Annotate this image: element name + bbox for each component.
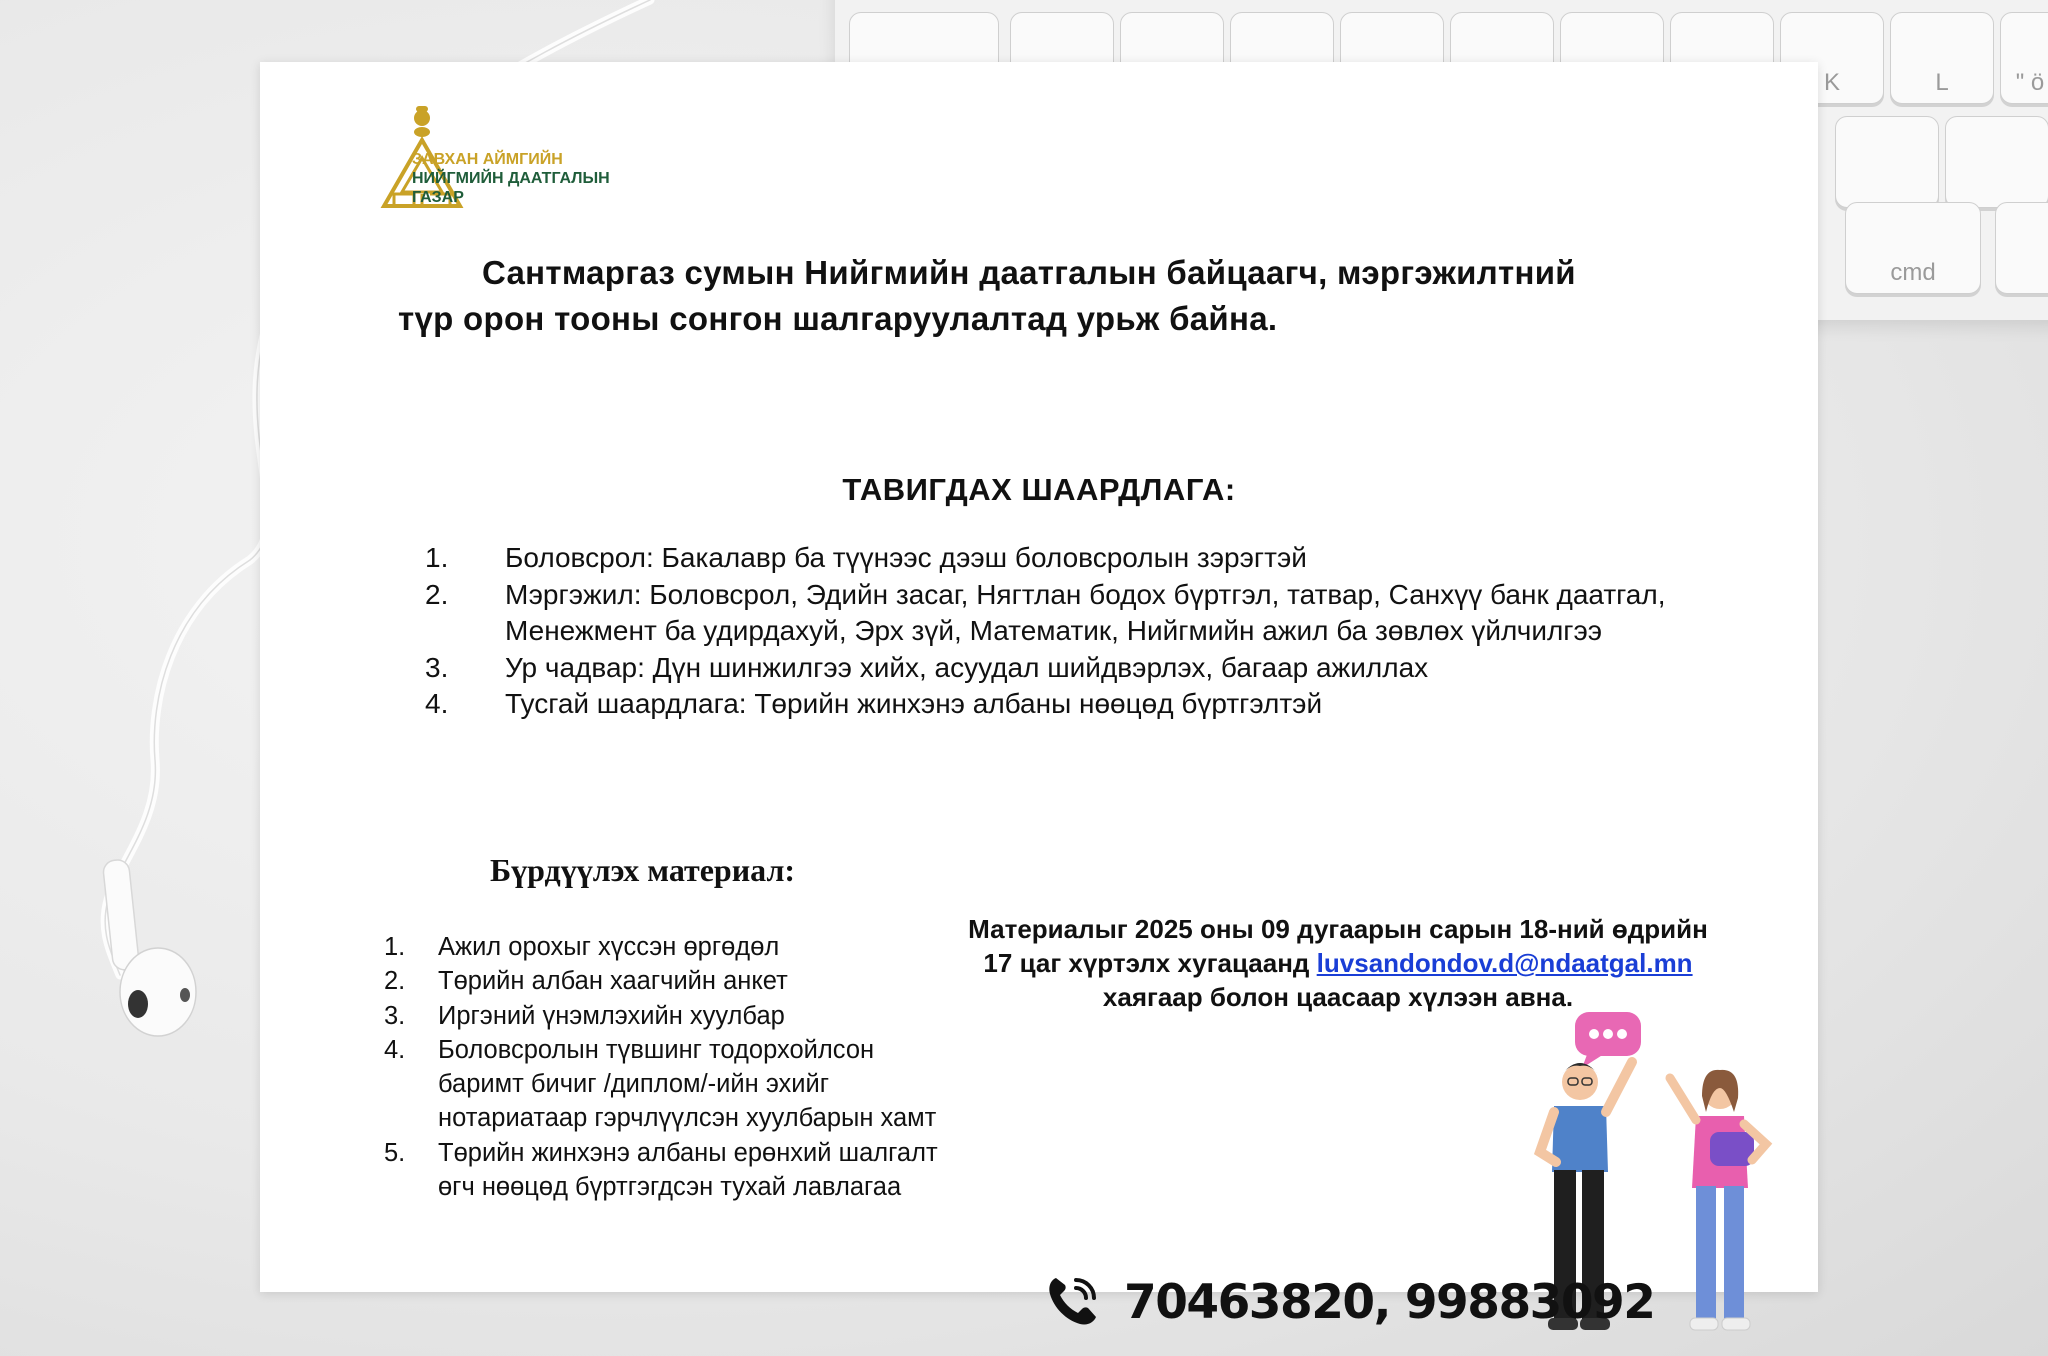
item-text: Мэргэжил: Боловсрол, Эдийн засаг, Нягтлан бодох бүртгэл, татвар, Санхүү банк даатгал, Менежмент ба удирдахуй, Эрх зүй, Математик, Нийгмийн ажил ба зөвлөх үйлчилгээ: [505, 578, 1666, 646]
logo-line-3: ГАЗАР: [412, 189, 464, 206]
list-item: [384, 999, 954, 1033]
list-item: [384, 1033, 954, 1136]
item-text: Иргэний үнэмлэхийн хуулбар: [438, 1001, 785, 1030]
keyboard-key: L: [1890, 12, 1994, 104]
materials-heading: Бүрдүүлэх материал:: [490, 852, 796, 888]
item-number: 1.: [425, 542, 449, 573]
item-text: Тусгай шаардлага: Төрийн жинхэнэ албаны нөөцөд бүртгэлтэй: [505, 688, 1323, 719]
item-number: 3.: [425, 651, 449, 683]
keyboard-key: cmd: [1845, 202, 1981, 294]
keyboard-key: [1945, 116, 2048, 208]
item-number: 4.: [384, 1035, 406, 1064]
list-item: [425, 540, 1755, 577]
org-logo-text: [412, 150, 610, 207]
keyboard-key: " ö: [2000, 12, 2048, 104]
list-item: [384, 930, 954, 964]
list-item: [384, 1136, 954, 1205]
item-number: 2.: [384, 967, 406, 996]
requirements-heading: ТАВИГДАХ ШААРДЛАГА:: [842, 472, 1236, 507]
phone-icon: [1042, 1272, 1102, 1332]
list-item: [425, 650, 1755, 687]
item-text: Боловсрол: Бакалавр ба түүнээс дээш боловсролын зэрэгтэй: [505, 542, 1307, 573]
item-number: 3.: [384, 1001, 406, 1030]
materials-list: [384, 930, 954, 1204]
list-item: [425, 577, 1755, 650]
submission-deadline: [928, 912, 1748, 1014]
item-number: 5.: [384, 1138, 406, 1167]
item-text: Төрийн жинхэнэ албаны ерөнхий шалгалт өгч нөөцөд бүртгэгдсэн тухай лавлагаа: [438, 1138, 938, 1202]
item-number: 4.: [425, 688, 449, 719]
keyboard-key: K: [1780, 12, 1884, 104]
item-text: Ур чадвар: Дүн шинжилгээ хийх, асуудал шийдвэрлэх, багаар ажиллах: [505, 651, 1429, 683]
title-line-1: Сантмаргаз сумын Нийгмийн даатгалын байцаагч, мэргэжилтний: [482, 254, 1576, 291]
keyboard-key: [1995, 202, 2048, 294]
requirements-list: [425, 540, 1755, 723]
contact-phone: [1042, 1272, 1654, 1332]
logo-line-2: НИЙГМИЙН ДААТГАЛЫН: [412, 170, 610, 187]
keyboard-key: [1835, 116, 1939, 208]
item-text: Төрийн албан хаагчийн анкет: [438, 967, 788, 996]
phone-numbers: 70463820, 99883092: [1124, 1274, 1655, 1330]
title-line-2: түр орон тооны сонгон шалгаруулалтад урьж байна.: [398, 300, 1278, 337]
email-link[interactable]: luvsandondov.d@ndaatgal.mn: [1316, 948, 1693, 978]
deadline-line-3: хаягаар болон цаасаар хүлээн авна.: [1102, 982, 1574, 1012]
logo-line-1: ЗАВХАН АЙМГИЙН: [412, 151, 563, 168]
deadline-line-1: Материалыг 2025 оны 09 дугаарын сарын 18-ний өдрийн: [968, 914, 1708, 944]
item-number: 1.: [384, 933, 406, 961]
list-item: [384, 964, 954, 998]
announcement-document: [260, 62, 1818, 1330]
announcement-title: [398, 250, 1728, 342]
item-text: Ажил орохыг хүссэн өргөдөл: [438, 933, 780, 961]
item-text: Боловсролын түвшинг тодорхойлсон баримт бичиг /диплом/-ийн эхийг нотариатаар гэрчлүүлсэн хуулбарын хамт: [438, 1035, 937, 1133]
item-number: 2.: [425, 578, 449, 610]
deadline-line-2: 17 цаг хүртэлх хугацаанд: [983, 948, 1310, 978]
list-item: [425, 686, 1755, 723]
